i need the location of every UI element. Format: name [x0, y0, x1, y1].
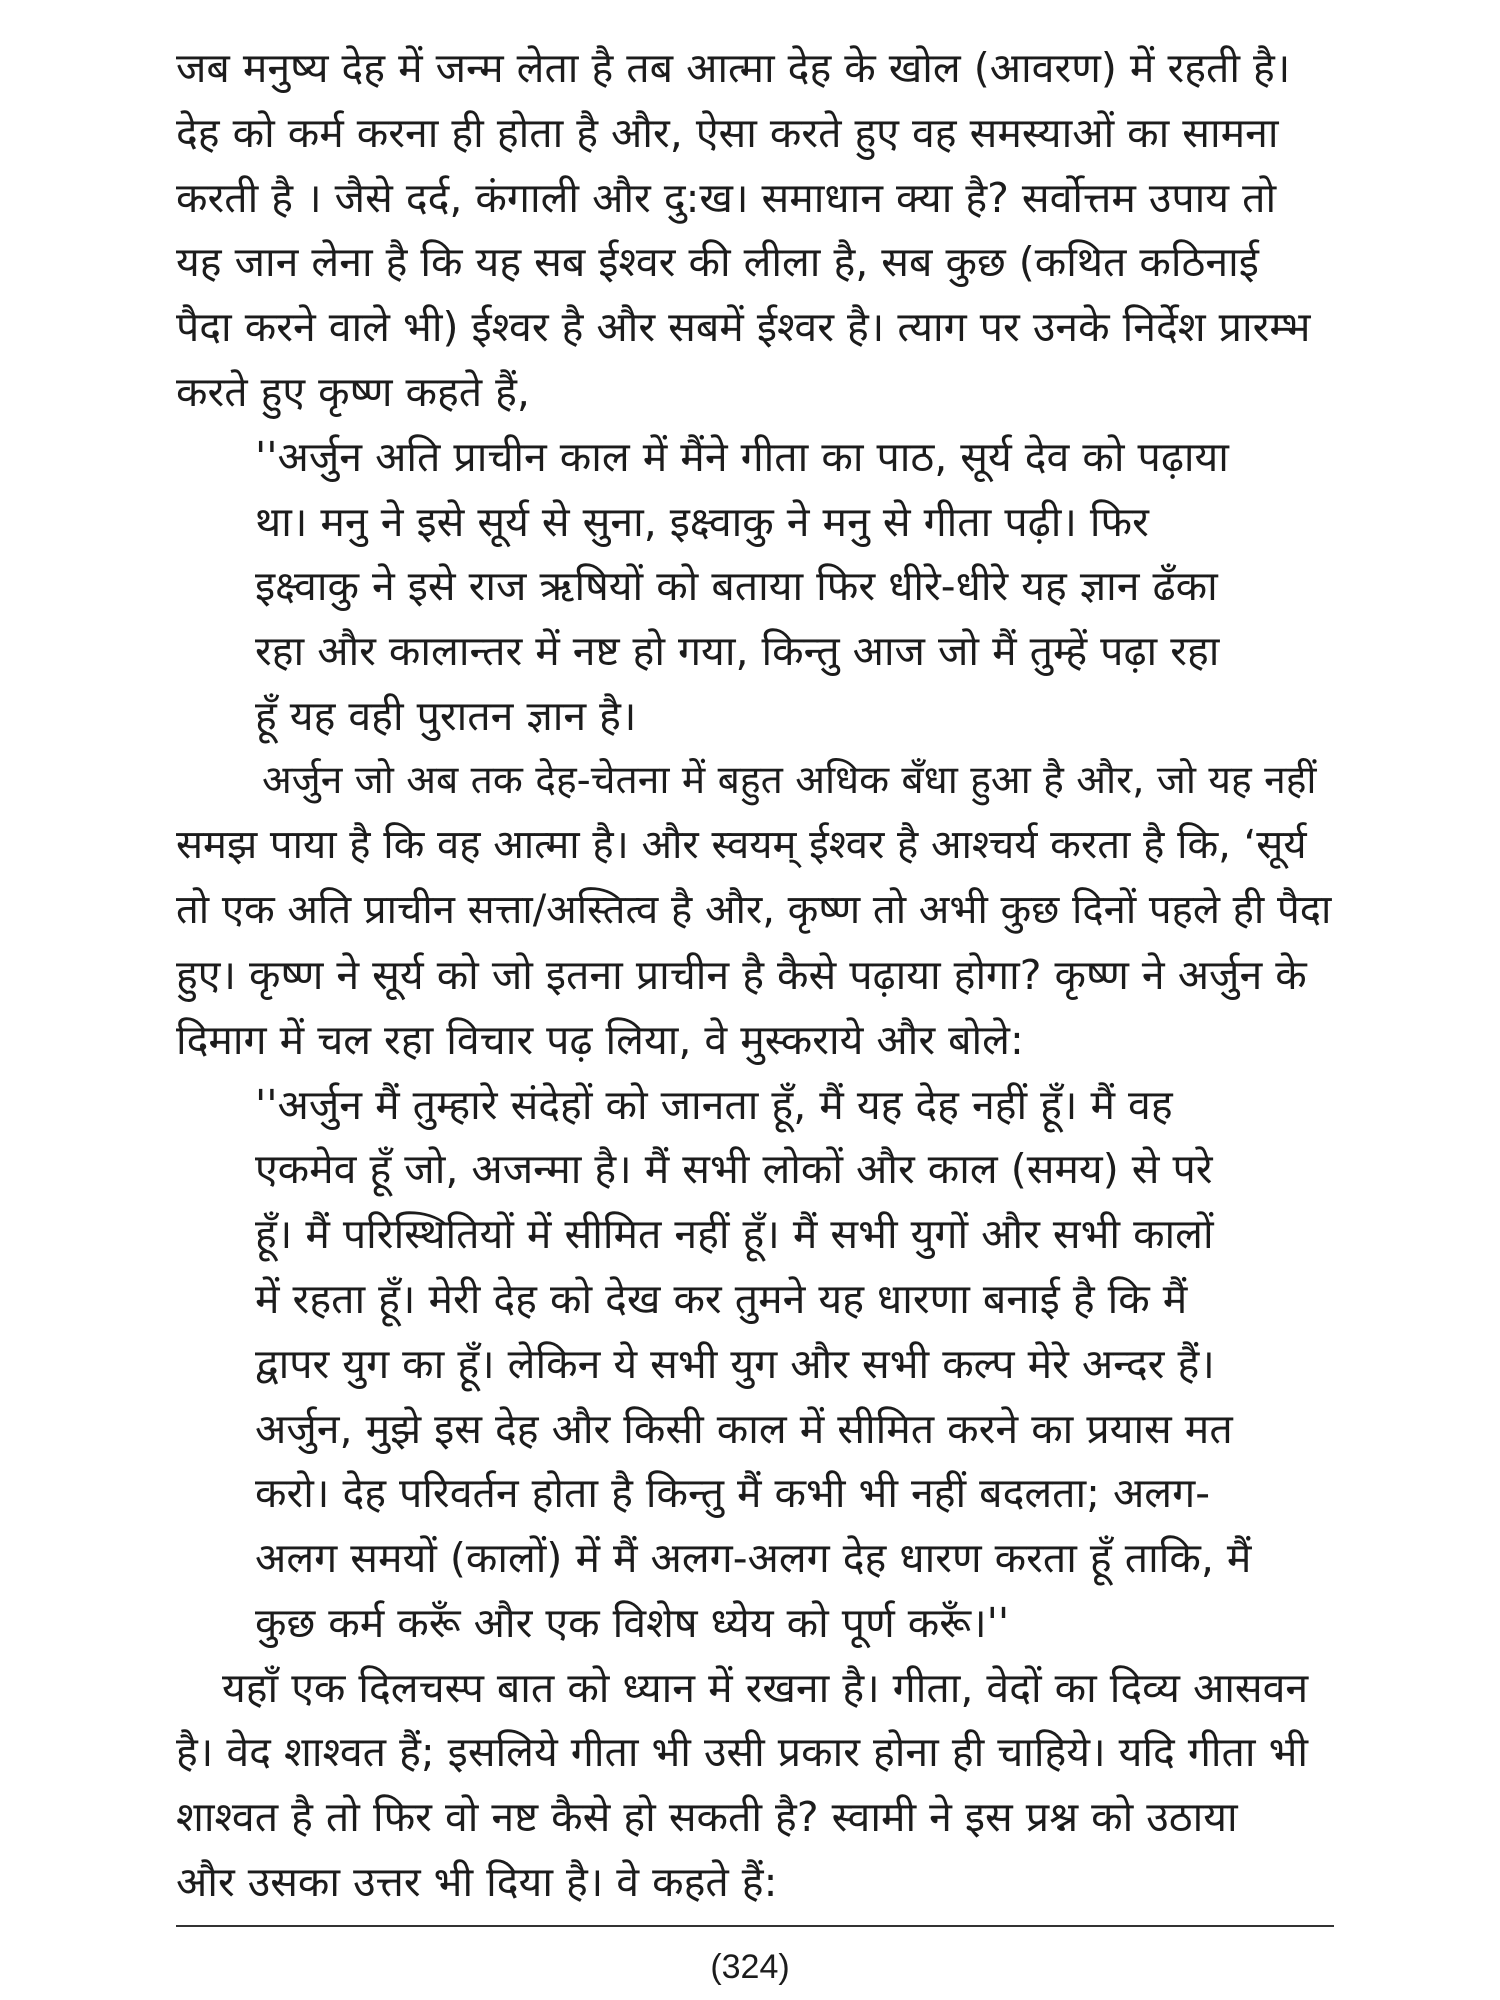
quote-line: कुछ कर्म करूँ और एक विशेष ध्येय को पूर्ण करूँ।'' [255, 1599, 1010, 1647]
body-line: दिमाग में चल रहा विचार पढ़ लिया, वे मुस्कराये और बोले: [176, 1016, 1024, 1064]
quote-line: हूँ यह वही पुरातन ज्ञान है। [255, 692, 637, 740]
quote-line: एकमेव हूँ जो, अजन्मा है। मैं सभी लोकों और काल (समय) से परे [255, 1145, 1213, 1193]
body-line: करती है । जैसे दर्द, कंगाली और दु:ख। समाधान क्या है? सर्वोत्तम उपाय तो [176, 174, 1277, 222]
quote-line: ''अर्जुन मैं तुम्हारे संदेहों को जानता हूँ, मैं यह देह नहीं हूँ। मैं वह [255, 1081, 1173, 1129]
quote-line: द्वापर युग का हूँ। लेकिन ये सभी युग और सभी कल्प मेरे अन्दर हैं। [255, 1340, 1215, 1388]
body-line: है। वेद शाश्वत हैं; इसलिये गीता भी उसी प्रकार होना ही चाहिये। यदि गीता भी [176, 1728, 1309, 1776]
quote-line: में रहता हूँ। मेरी देह को देख कर तुमने यह धारणा बनाई है कि मैं [255, 1275, 1188, 1323]
body-line: देह को कर्म करना ही होता है और, ऐसा करते हुए वह समस्याओं का सामना [176, 109, 1279, 157]
body-line: पैदा करने वाले भी) ईश्वर है और सबमें ईश्वर है। त्याग पर उनके निर्देश प्रारम्भ [176, 303, 1311, 351]
quote-line: हूँ। मैं परिस्थितियों में सीमित नहीं हूँ। मैं सभी युगों और सभी कालों [255, 1210, 1214, 1258]
body-line: हुए। कृष्ण ने सूर्य को जो इतना प्राचीन है कैसे पढ़ाया होगा? कृष्ण ने अर्जुन के [176, 951, 1307, 999]
body-line: जब मनुष्य देह में जन्म लेता है तब आत्मा देह के खोल (आवरण) में रहती है। [176, 44, 1291, 92]
quote-line: था। मनु ने इसे सूर्य से सुना, इक्ष्वाकु ने मनु से गीता पढ़ी। फिर [255, 498, 1149, 546]
quote-line: अलग समयों (कालों) में मैं अलग-अलग देह धारण करता हूँ ताकि, मैं [255, 1534, 1252, 1582]
quote-line: करो। देह परिवर्तन होता है किन्तु मैं कभी भी नहीं बदलता; अलग- [255, 1469, 1210, 1517]
quote-line: रहा और कालान्तर में नष्ट हो गया, किन्तु आज जो मैं तुम्हें पढ़ा रहा [255, 627, 1220, 675]
quote-line: ''अर्जुन अति प्राचीन काल में मैंने गीता का पाठ, सूर्य देव को पढ़ाया [255, 433, 1229, 481]
body-line: समझ पाया है कि वह आत्मा है। और स्वयम् ईश्वर है आश्चर्य करता है कि, ‘सूर्य [176, 822, 1307, 868]
body-line: और उसका उत्तर भी दिया है। वे कहते हैं: [176, 1858, 778, 1906]
quote-line: अर्जुन, मुझे इस देह और किसी काल में सीमित करने का प्रयास मत [255, 1405, 1233, 1453]
quote-line: इक्ष्वाकु ने इसे राज ऋषियों को बताया फिर धीरे-धीरे यह ज्ञान ढँका [255, 562, 1218, 610]
body-line: यह जान लेना है कि यह सब ईश्वर की लीला है, सब कुछ (कथित कठिनाई [176, 238, 1259, 286]
body-line: अर्जुन जो अब तक देह-चेतना में बहुत अधिक बँधा हुआ है और, जो यह नहीं [262, 758, 1317, 803]
page-number: (324) [710, 1948, 790, 1986]
body-line: शाश्वत है तो फिर वो नष्ट कैसे हो सकती है? स्वामी ने इस प्रश्न को उठाया [176, 1793, 1238, 1841]
body-line: तो एक अति प्राचीन सत्ता/अस्तित्व है और, कृष्ण तो अभी कुछ दिनों पहले ही पैदा [176, 887, 1332, 933]
footer-divider [176, 1925, 1334, 1927]
body-line: करते हुए कृष्ण कहते हैं, [176, 368, 530, 416]
body-line: यहाँ एक दिलचस्प बात को ध्यान में रखना है। गीता, वेदों का दिव्य आसवन [222, 1664, 1309, 1712]
